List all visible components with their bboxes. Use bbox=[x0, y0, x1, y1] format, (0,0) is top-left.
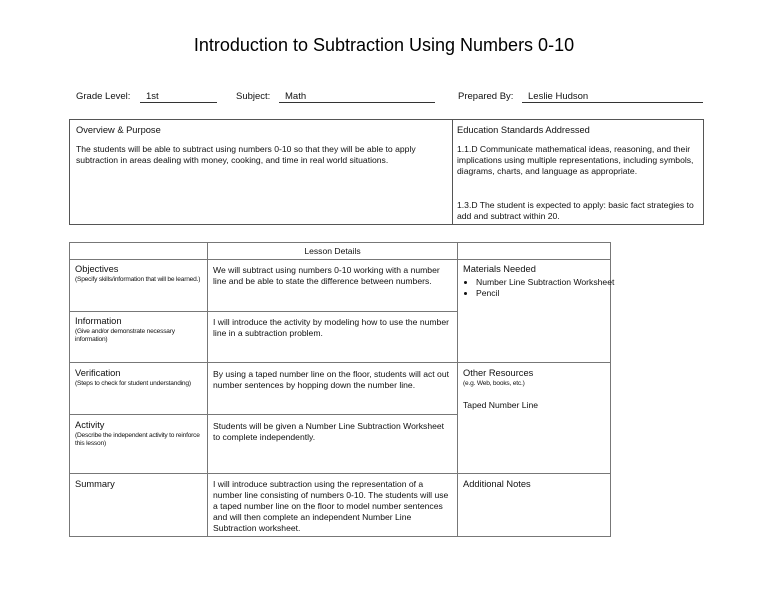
materials-list bbox=[458, 277, 616, 299]
subject-label: Subject: bbox=[236, 91, 271, 102]
overview-text: The students will be able to subtract using numbers 0-10 so that they will be able to apply subtraction in areas dealing with money, cooking, and time in real world situations. bbox=[76, 144, 416, 165]
other-resources-sublabel: (e.g. Web, books, etc.) bbox=[463, 380, 525, 387]
information-label: Information bbox=[75, 316, 122, 326]
subject-value: Math bbox=[279, 91, 435, 103]
objectives-sublabel: (Specify skills/information that will be learned.) bbox=[75, 276, 201, 283]
materials-cell bbox=[457, 259, 615, 363]
standards-box bbox=[452, 119, 704, 225]
lesson-details-heading: Lesson Details bbox=[304, 246, 361, 256]
activity-text-cell bbox=[207, 414, 458, 474]
summary-label-cell bbox=[69, 473, 208, 537]
materials-item: • Number Line Subtraction Worksheet bbox=[476, 277, 616, 288]
lesson-header-center bbox=[207, 242, 458, 260]
summary-label: Summary bbox=[75, 479, 115, 489]
summary-text-cell bbox=[207, 473, 458, 537]
objectives-label: Objectives bbox=[75, 264, 119, 274]
standard-item-2: 1.3.D The student is expected to apply: basic fact strategies to add and subtract within 20. bbox=[457, 200, 694, 221]
verification-label: Verification bbox=[75, 368, 121, 378]
activity-label: Activity bbox=[75, 420, 105, 430]
materials-heading: Materials Needed bbox=[463, 264, 536, 274]
information-text-cell bbox=[207, 311, 458, 363]
information-label-cell bbox=[69, 311, 208, 363]
objectives-label-cell bbox=[69, 259, 208, 312]
lesson-header-left bbox=[69, 242, 208, 260]
materials-item: • Pencil bbox=[476, 288, 616, 299]
other-resources-cell bbox=[457, 362, 611, 474]
objectives-text-cell bbox=[207, 259, 458, 312]
verification-text: By using a taped number line on the floor, students will act out number sentences by hopping down the number line. bbox=[213, 369, 449, 390]
standards-heading: Education Standards Addressed bbox=[457, 125, 590, 135]
verification-text-cell bbox=[207, 362, 458, 415]
other-resources-text: Taped Number Line bbox=[463, 400, 539, 410]
verification-sublabel: (Steps to check for student understanding) bbox=[75, 380, 191, 387]
prepared-by-value: Leslie Hudson bbox=[522, 91, 703, 103]
other-resources-heading: Other Resources bbox=[463, 368, 534, 378]
activity-text: Students will be given a Number Line Subtraction Worksheet to complete independently. bbox=[213, 421, 445, 442]
prepared-by-label: Prepared By: bbox=[458, 91, 514, 102]
grade-level-value: 1st bbox=[140, 91, 217, 103]
additional-notes-cell bbox=[457, 473, 611, 537]
information-text: I will introduce the activity by modeling how to use the number line in a subtraction problem. bbox=[213, 317, 449, 338]
objectives-text: We will subtract using numbers 0-10 working with a number line and be able to state the difference between numbers. bbox=[213, 265, 440, 286]
lesson-header-right bbox=[457, 242, 611, 260]
additional-notes-heading: Additional Notes bbox=[463, 479, 531, 489]
overview-box bbox=[69, 119, 453, 225]
activity-label-cell bbox=[69, 414, 208, 474]
page-title: Introduction to Subtraction Using Numbers 0-10 bbox=[193, 35, 575, 55]
verification-label-cell bbox=[69, 362, 208, 415]
information-sublabel: (Give and/or demonstrate necessary information) bbox=[75, 328, 175, 343]
overview-heading: Overview & Purpose bbox=[76, 125, 161, 135]
summary-text: I will introduce subtraction using the representation of a number line consisting of numbers 0-10. The students will use a taped number line on the floor to model number sentences and will then complete an independent Number Line Subtraction worksheet. bbox=[213, 479, 449, 533]
grade-level-label: Grade Level: bbox=[76, 91, 131, 102]
standard-item-1: 1.1.D Communicate mathematical ideas, reasoning, and their implications using multiple representations, including symbols, diagrams, charts, and language as appropriate. bbox=[457, 144, 694, 176]
activity-sublabel: (Describe the independent activity to reinforce this lesson) bbox=[75, 432, 200, 447]
